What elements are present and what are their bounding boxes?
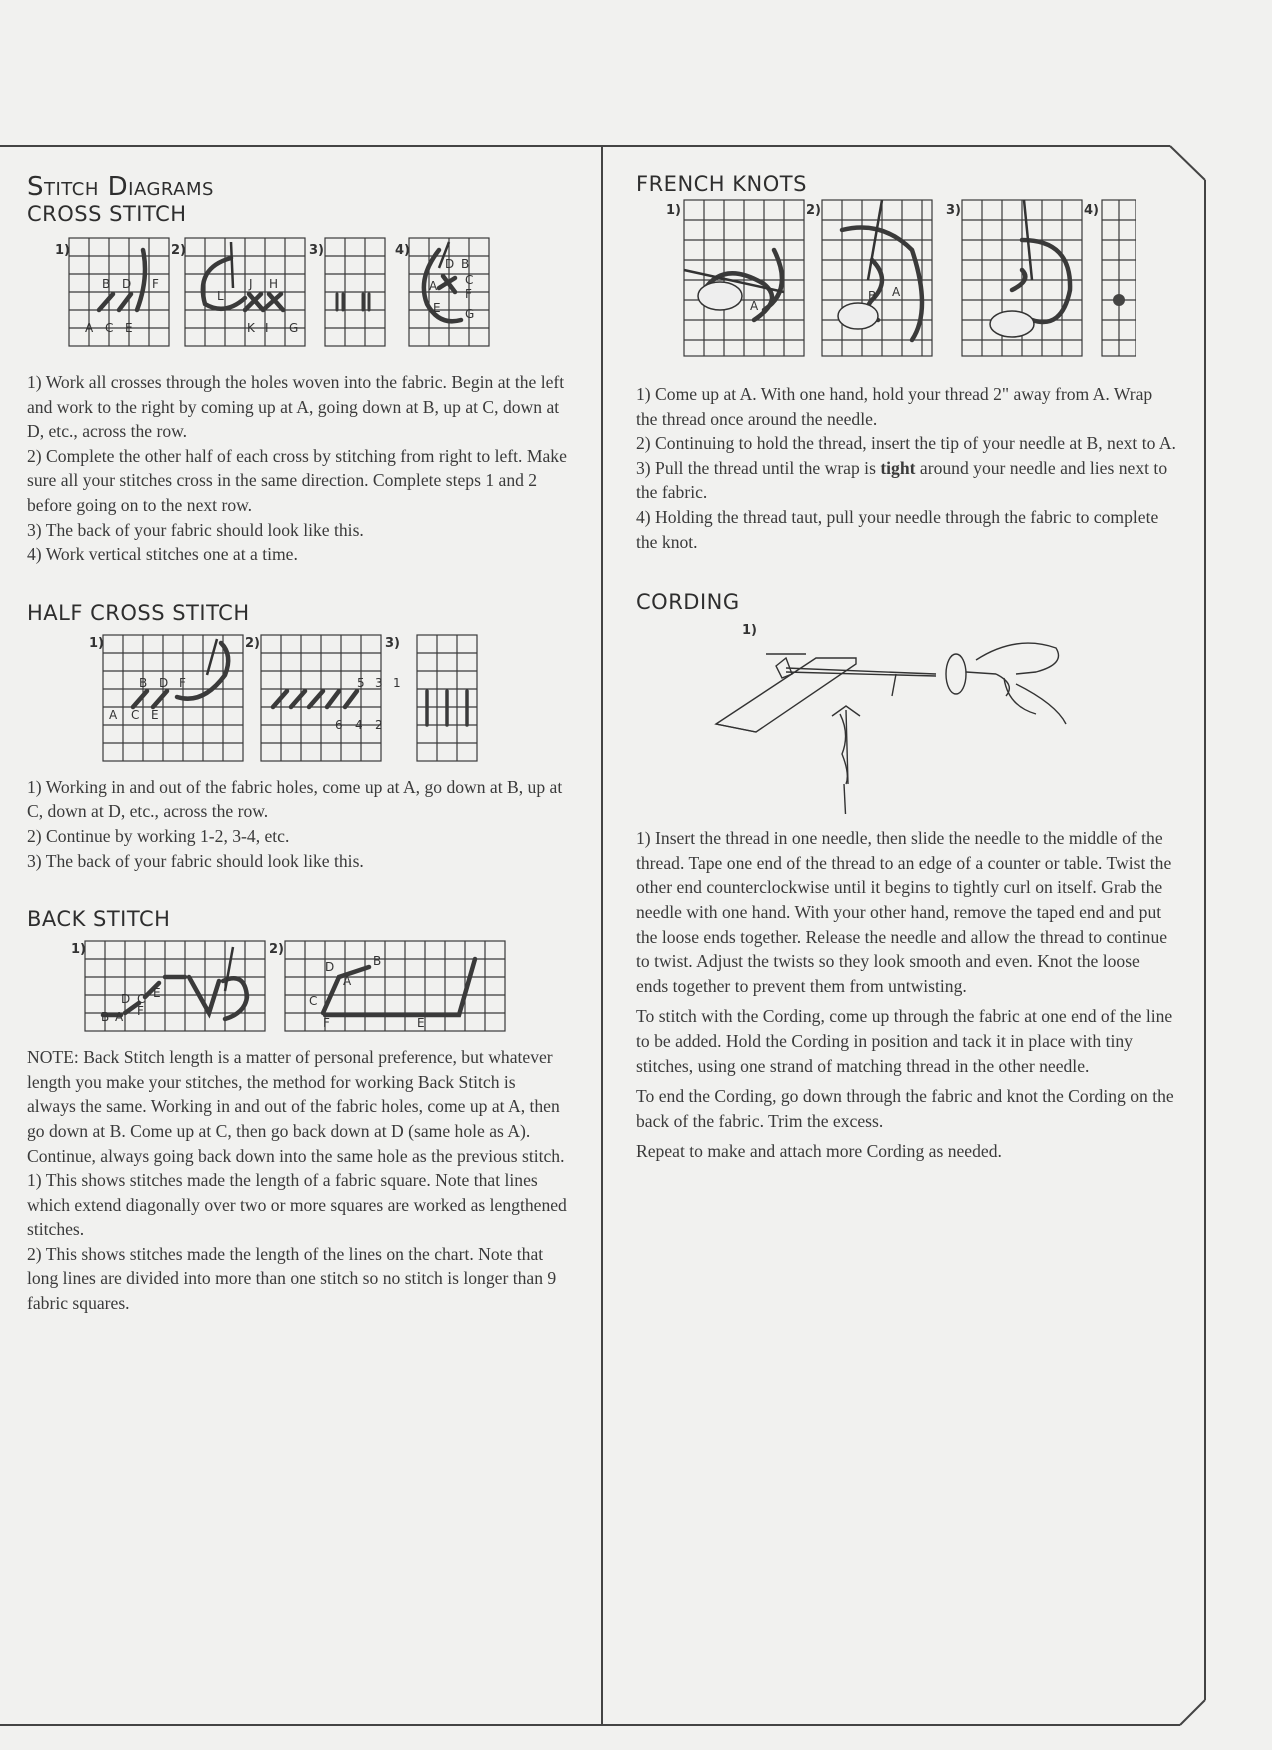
cross1-label-f: F xyxy=(152,277,159,291)
cording-instructions xyxy=(636,826,1176,1164)
cross1-label-e: E xyxy=(125,321,133,335)
cross2-label-i: I xyxy=(265,321,269,335)
half1-label-b: B xyxy=(139,675,148,690)
cross-para-2: 2) Complete the other half of each cross by stitching from right to left. Make sure all your stitches cross in the same direction. Complete steps 1 and 2 before going on to the next row. xyxy=(27,445,567,515)
right-column xyxy=(636,172,1176,1170)
knot-para-3-end: around your needle and lies next to the fabric. xyxy=(636,457,1168,503)
half1-label-c: C xyxy=(131,707,140,722)
back2-label-d: D xyxy=(325,960,335,975)
half1-label-d: D xyxy=(159,675,169,690)
knot-para-1: 1) Come up at A. With one hand, hold your thread 2" away from A. Wrap the thread once around the needle. xyxy=(636,384,1153,429)
knot-step-2: 2) xyxy=(806,203,821,218)
cross1-label-a: A xyxy=(85,321,94,335)
half-grid-2 xyxy=(261,635,381,761)
back2-label-e: E xyxy=(417,1016,425,1031)
cross-grid-4 xyxy=(409,238,489,346)
half2-num-2: 2 xyxy=(375,717,383,732)
cross-step-1: 1) xyxy=(55,243,70,258)
cross2-label-j: J xyxy=(249,277,253,291)
back1-label-c: C xyxy=(137,992,146,1007)
cross-step-3: 3) xyxy=(309,243,324,258)
cross4-label-d: D xyxy=(445,257,455,271)
knot-para-3 xyxy=(636,456,1176,505)
cording-diagram xyxy=(636,614,1136,814)
knot-grid-2 xyxy=(822,200,932,356)
knot-para-4: 4) Holding the thread taut, pull your needle through the fabric to complete the knot. xyxy=(636,506,1159,552)
cross4-label-g: G xyxy=(465,307,475,321)
cording-step-1: 1) xyxy=(742,623,757,639)
cording-para-2: To stitch with the Cording, come up through the fabric at one end of the line to be added. Hold the Cording in position and tack it in place with tiny stitches, using one strand of matching thread in the other needle. xyxy=(636,1006,1173,1076)
knot2-label-b: B xyxy=(868,289,877,303)
cross1-label-b: B xyxy=(102,277,111,291)
cross2-label-g: G xyxy=(289,321,299,335)
cross4-label-c: C xyxy=(465,273,474,287)
half-cross-diagram xyxy=(27,625,527,765)
cross1-label-c: C xyxy=(105,321,114,335)
knot-step-4: 4) xyxy=(1084,203,1099,218)
half-grid-3 xyxy=(417,635,477,761)
cross-stitch-heading: CROSS STITCH xyxy=(27,202,187,226)
cross4-label-a: A xyxy=(429,279,438,293)
back-step-2: 2) xyxy=(269,942,284,958)
cording-para-4: Repeat to make and attach more Cording as needed. xyxy=(636,1141,1002,1162)
half-step-1: 1) xyxy=(89,635,104,651)
back-grid-2 xyxy=(285,941,505,1031)
knot-grid-3 xyxy=(962,200,1082,356)
cross2-label-l: L xyxy=(217,289,224,303)
back2-label-f: F xyxy=(323,1016,330,1031)
half-para-1: 1) Working in and out of the fabric holes, come up at A, go down at B, up at C, down at D, etc., across the row. xyxy=(27,776,563,822)
knot-grid-4 xyxy=(1102,200,1136,356)
cross-para-4: 4) Work vertical stitches one at a time. xyxy=(27,544,298,565)
cross-stitch-instructions xyxy=(27,370,567,567)
cross-step-2: 2) xyxy=(171,243,186,258)
cross-step-4: 4) xyxy=(395,243,410,258)
cross-grid-3 xyxy=(325,238,385,346)
back-stitch-diagram xyxy=(27,931,527,1041)
cording-heading: CORDING xyxy=(636,590,740,615)
half-step-2: 2) xyxy=(245,635,260,651)
half-para-3: 3) The back of your fabric should look like this. xyxy=(27,850,364,871)
knot-para-3-bold: tight xyxy=(880,457,916,478)
half2-num-5: 5 xyxy=(357,675,365,690)
back1-label-e: E xyxy=(153,986,161,1001)
cording-illustration xyxy=(716,643,1066,814)
french-knots-instructions xyxy=(636,382,1176,554)
back-step-1: 1) xyxy=(71,942,86,958)
cross-stitch-diagram xyxy=(27,228,527,358)
half2-num-1: 1 xyxy=(393,675,401,690)
back2-label-a: A xyxy=(343,974,352,989)
half2-num-3: 3 xyxy=(375,675,383,690)
cross4-label-b: B xyxy=(461,257,470,271)
cross2-label-k: K xyxy=(247,321,255,335)
half2-num-4: 4 xyxy=(355,717,363,732)
half1-label-f: F xyxy=(179,675,186,690)
knot-para-2: 2) Continuing to hold the thread, insert the tip of your needle at B, next to A. xyxy=(636,433,1176,454)
page-title: Stitch Diagrams xyxy=(27,172,214,202)
cross4-label-f: F xyxy=(465,287,472,301)
cross1-label-d: D xyxy=(122,277,132,291)
cross-para-3: 3) The back of your fabric should look like this. xyxy=(27,519,364,540)
knot-para-3-start: 3) Pull the thread until the wrap is xyxy=(636,457,881,478)
back1-label-d: D xyxy=(121,992,131,1007)
knot-grid-1 xyxy=(684,200,804,356)
back-para-1: 1) This shows stitches made the length of a fabric square. Note that lines which extend diagonally over two or more squares are worked as lengthened stitches. xyxy=(27,1170,567,1240)
back2-label-b: B xyxy=(373,954,382,969)
back1-label-a: A xyxy=(115,1010,124,1025)
back2-label-c: C xyxy=(309,994,318,1009)
french-knots-heading: FRENCH KNOTS xyxy=(636,172,807,196)
cross-grid-2 xyxy=(185,238,305,346)
knot1-label-a: A xyxy=(750,299,759,313)
knot-step-1: 1) xyxy=(666,203,681,218)
knot2-label-a: A xyxy=(892,285,901,299)
cross-para-1: 1) Work all crosses through the holes woven into the fabric. Begin at the left and work to the right by coming up at A, going down at B, up at C, down at D, etc., across the row. xyxy=(27,372,565,442)
cross4-label-e: E xyxy=(433,301,441,315)
back-grid-1 xyxy=(85,941,265,1031)
back1-label-f: F xyxy=(137,1004,144,1019)
left-column xyxy=(27,172,567,1316)
half1-label-a: A xyxy=(109,707,118,722)
half-cross-instructions xyxy=(27,775,567,873)
half-grid-1 xyxy=(103,635,243,761)
half-step-3: 3) xyxy=(385,635,400,651)
knot-step-3: 3) xyxy=(946,203,961,218)
half1-label-e: E xyxy=(151,707,159,722)
cording-para-3: To end the Cording, go down through the fabric and knot the Cording on the back of the fabric. Trim the excess. xyxy=(636,1086,1174,1131)
back-para-2: 2) This shows stitches made the length of the lines on the chart. Note that long lines are divided into more than one stitch so no stitch is longer than 9 fabric squares. xyxy=(27,1243,557,1314)
back-stitch-instructions xyxy=(27,1045,567,1316)
half2-num-6: 6 xyxy=(335,717,343,732)
back-note: NOTE: Back Stitch length is a matter of personal preference, but whatever length you make your stitches, the method for working Back Stitch is always the same. Working in and out of the fabric holes, come up at A, then go down at B. Come up at C, then go back down at D (same hole as A). Continue, always going back down into the same hole as the previous stitch. xyxy=(27,1047,565,1166)
back-stitch-heading: BACK STITCH xyxy=(27,907,171,932)
cross-grid-1 xyxy=(69,238,169,346)
cording-para-1: 1) Insert the thread in one needle, then slide the needle to the middle of the thread. Tape one end of the thread to an edge of a counter or table. Twist the other end counterclockwise until it begins to tightly curl on itself. Grab the needle with one hand. With your other hand, remove the taped end and put the loose ends together. Release the needle and allow the thread to continue to twist. Adjust the twists so they look smooth and even. Knot the loose ends together to prevent them from untwisting. xyxy=(636,828,1172,996)
half-para-2: 2) Continue by working 1-2, 3-4, etc. xyxy=(27,825,290,846)
back1-label-b: B xyxy=(101,1010,110,1025)
cross2-label-h: H xyxy=(269,277,279,291)
half-cross-heading: HALF CROSS STITCH xyxy=(27,600,250,625)
french-knots-diagram xyxy=(636,196,1136,364)
